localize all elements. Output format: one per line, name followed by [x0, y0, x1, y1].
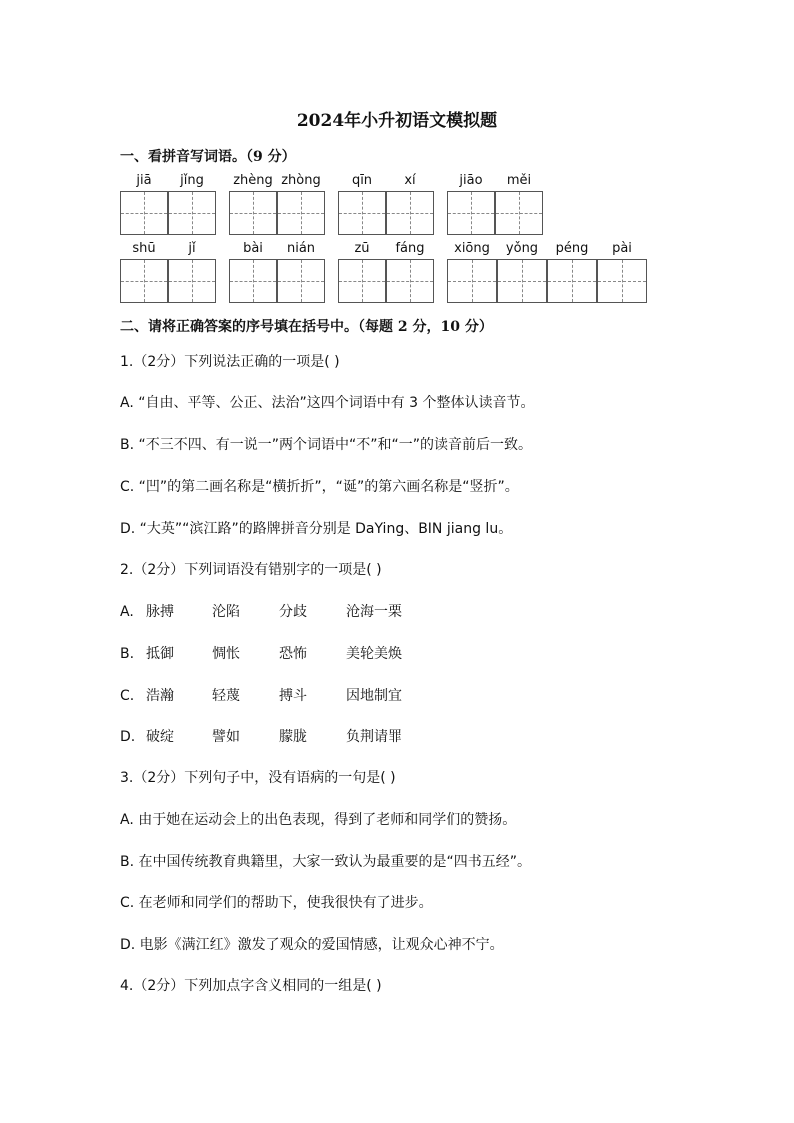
- pinyin-label: zhòng: [281, 173, 321, 188]
- writing-box[interactable]: [497, 259, 547, 303]
- writing-box[interactable]: [120, 259, 168, 303]
- question-4-stem: 4.（2分）下列加点字含义相同的一组是( ): [120, 978, 382, 994]
- question-2-stem: 2.（2分）下列词语没有错别字的一项是( ): [120, 562, 382, 578]
- option-word: 因地制宜: [346, 688, 402, 704]
- writing-box[interactable]: [447, 191, 495, 235]
- question-2-option-a: [120, 601, 402, 621]
- question-3-stem: 3.（2分）下列句子中，没有语病的一句是( ): [120, 770, 396, 786]
- pinyin-label: jiāo: [459, 173, 483, 188]
- option-word: 抵御: [146, 646, 174, 662]
- writing-box[interactable]: [338, 191, 386, 235]
- writing-box[interactable]: [547, 259, 597, 303]
- pinyin-label: xiōng: [454, 241, 490, 256]
- option-word: 轻蔑: [212, 688, 240, 704]
- option-word: 美轮美焕: [346, 646, 402, 662]
- writing-box[interactable]: [229, 191, 277, 235]
- pinyin-label: měi: [506, 173, 532, 188]
- question-1-option-d: D. “大英”“滨江路”的路牌拼音分别是 DaYing、BIN jiang lu。: [120, 521, 513, 537]
- writing-box[interactable]: [386, 259, 434, 303]
- pinyin-label: jiā: [136, 173, 152, 188]
- question-1-option-a: A. “自由、平等、公正、法治”这四个词语中有 3 个整体认读音节。: [120, 395, 535, 411]
- writing-box[interactable]: [338, 259, 386, 303]
- pinyin-label: xí: [404, 173, 416, 188]
- pinyin-label: zū: [354, 241, 370, 256]
- writing-box[interactable]: [277, 191, 325, 235]
- writing-box[interactable]: [277, 259, 325, 303]
- pinyin-label: pài: [612, 241, 632, 256]
- option-word: 沧海一栗: [346, 604, 402, 620]
- pinyin-label: péng: [555, 241, 589, 256]
- question-2-option-b: [120, 643, 402, 663]
- section-2-heading: 二、请将正确答案的序号填在括号中。（每题 2 分，10 分）: [120, 319, 493, 335]
- question-1-option-c: C. “凹”的第二画名称是“横折折”，“诞”的第六画名称是“竖折”。: [120, 479, 519, 495]
- section-1-heading: 一、看拼音写词语。（9 分）: [120, 149, 296, 165]
- writing-box[interactable]: [447, 259, 497, 303]
- option-word: 朦胧: [279, 729, 307, 745]
- question-2-option-d: [120, 726, 402, 746]
- pinyin-label: bài: [243, 241, 263, 256]
- question-2-option-c: [120, 685, 402, 705]
- pinyin-label: zhèng: [233, 173, 273, 188]
- writing-box[interactable]: [597, 259, 647, 303]
- writing-box[interactable]: [386, 191, 434, 235]
- option-word: 负荆请罪: [346, 729, 402, 745]
- question-3-option-b: B. 在中国传统教育典籍里，大家一致认为最重要的是“四书五经”。: [120, 854, 532, 870]
- option-word: 惆怅: [212, 646, 240, 662]
- option-word: 恐怖: [279, 646, 307, 662]
- writing-box[interactable]: [168, 191, 216, 235]
- option-word: 浩瀚: [146, 688, 174, 704]
- question-1-option-b: B. “不三不四、有一说一”两个词语中“不”和“一”的读音前后一致。: [120, 437, 533, 453]
- option-letter: B.: [120, 646, 135, 662]
- question-1-stem: 1.（2分）下列说法正确的一项是( ): [120, 354, 340, 370]
- option-word: 沦陷: [212, 604, 240, 620]
- option-letter: D.: [120, 729, 136, 745]
- option-word: 搏斗: [279, 688, 307, 704]
- question-3-option-a: A. 由于她在运动会上的出色表现，得到了老师和同学们的赞扬。: [120, 812, 517, 828]
- page-title: 2024年小升初语文模拟题: [296, 111, 498, 131]
- option-word: 譬如: [212, 729, 240, 745]
- option-word: 脉搏: [146, 604, 174, 620]
- option-letter: A.: [120, 604, 134, 620]
- pinyin-label: shū: [132, 241, 156, 256]
- writing-box[interactable]: [229, 259, 277, 303]
- pinyin-label: nián: [286, 241, 316, 256]
- pinyin-label: jǐng: [180, 173, 204, 188]
- pinyin-label: fáng: [395, 241, 425, 256]
- option-letter: C.: [120, 688, 135, 704]
- question-3-option-d: D. 电影《满江红》激发了观众的爱国情感，让观众心神不宁。: [120, 937, 504, 953]
- writing-box[interactable]: [168, 259, 216, 303]
- writing-box[interactable]: [495, 191, 543, 235]
- option-word: 破绽: [146, 729, 174, 745]
- question-3-option-c: C. 在老师和同学们的帮助下，使我很快有了进步。: [120, 895, 433, 911]
- pinyin-label: jǐ: [188, 241, 196, 256]
- writing-box[interactable]: [120, 191, 168, 235]
- pinyin-label: qīn: [351, 173, 373, 188]
- option-word: 分歧: [279, 604, 307, 620]
- pinyin-label: yǒng: [505, 241, 539, 256]
